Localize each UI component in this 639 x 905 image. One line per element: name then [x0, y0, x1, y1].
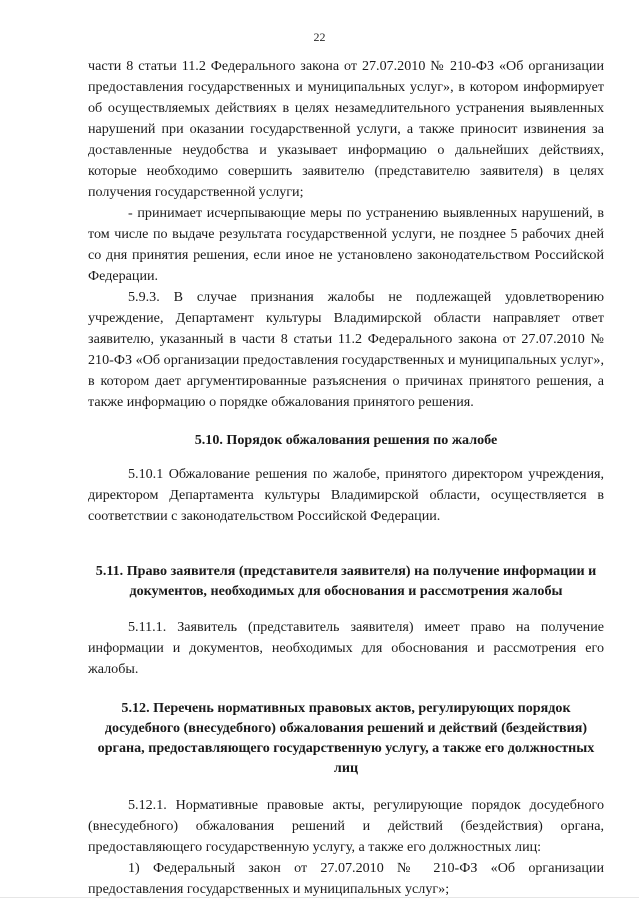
document-body: [88, 56, 604, 900]
heading-5-11: 5.11. Право заявителя (представителя заявителя) на получение информации и документов, необходимых для обоснования и рассмотрения жалобы: [95, 563, 597, 599]
heading-5-12: 5.12. Перечень нормативных правовых актов, регулирующих порядок досудебного (внесудебного) обжалования решений и действий (бездействия) органа, предоставляющего государственную услугу, а также его должностных лиц: [97, 700, 595, 776]
paragraph-continuation: части 8 статьи 11.2 Федерального закона от 27.07.2010 № 210-ФЗ «Об организации предоставления государственных и муниципальных услуг», в котором информирует об осуществляемых действиях в целях незамедлительного устранения выявленных нарушений при оказании государственной услуги, а также приносит извинения за доставленные неудобства и указывает информацию о дальнейших действиях, которые необходимо совершить заявителю (представителю заявителя) в целях получения государственной услуги;: [88, 58, 604, 200]
paragraph-5-10-1: 5.10.1 Обжалование решения по жалобе, принятого директором учреждения, директором Департамента культуры Владимирской области, осуществляется в соответствии с законодательством Российской Федерации.: [88, 466, 604, 524]
page-number: 22: [313, 30, 326, 44]
list-item-federal-law: 1) Федеральный закон от 27.07.2010 № 210-ФЗ «Об организации предоставления государственных и муниципальных услуг»;: [88, 860, 604, 897]
paragraph-measures: - принимает исчерпывающие меры по устранению выявленных нарушений, в том числе по выдаче результата государственной услуги, не позднее 5 рабочих дней со дня принятия решения, если иное не установлено законодательством Российской Федерации.: [88, 205, 604, 284]
paragraph-5-9-3: 5.9.3. В случае признания жалобы не подлежащей удовлетворению учреждение, Департамент культуры Владимирской области направляет ответ заявителю, указанный в части 8 статьи 11.2 Федерального закона от 27.07.2010 № 210-ФЗ «Об организации предоставления государственных и муниципальных услуг», в котором дает аргументированные разъяснения о причинах принятого решения, а также информацию о порядке обжалования принятого решения.: [88, 289, 604, 410]
page-bottom-edge: [0, 897, 639, 898]
heading-5-10: 5.10. Порядок обжалования решения по жалобе: [194, 432, 498, 448]
paragraph-5-12-1: 5.12.1. Нормативные правовые акты, регулирующие порядок досудебного (внесудебного) обжалования решений и действий (бездействия) органа, предоставляющего государственную услугу, а также его должностных лиц:: [88, 797, 604, 855]
paragraph-5-11-1: 5.11.1. Заявитель (представитель заявителя) имеет право на получение информации и документов, необходимых для обоснования и рассмотрения его жалобы.: [88, 619, 604, 677]
